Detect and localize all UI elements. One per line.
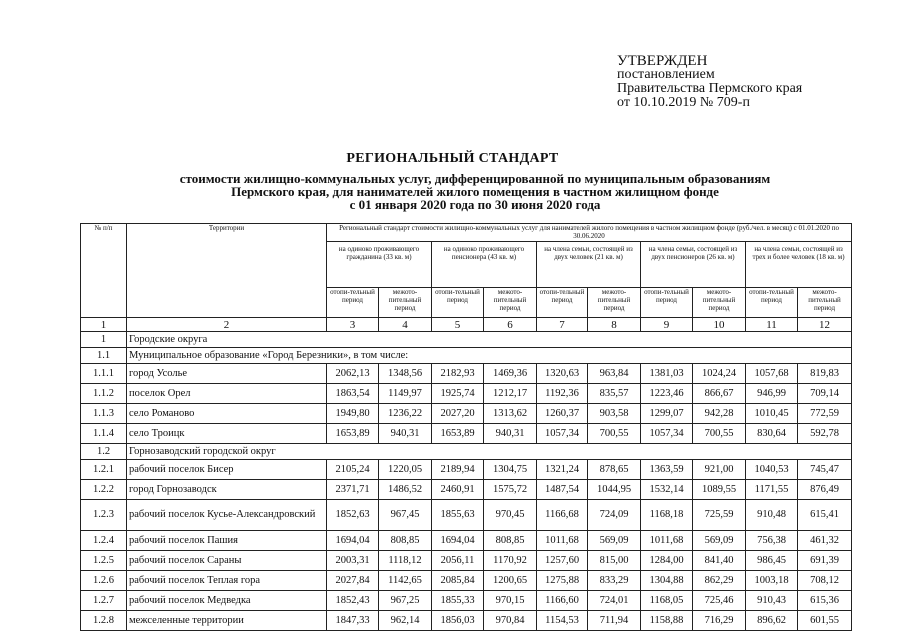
cost-value: 1949,80 <box>327 404 379 424</box>
row-number: 1.2.8 <box>81 611 127 631</box>
territory-name: село Романово <box>127 404 327 424</box>
cost-value: 970,84 <box>484 611 537 631</box>
cost-value: 2105,24 <box>327 460 379 480</box>
row-number: 1.2.6 <box>81 571 127 591</box>
cost-value: 1469,36 <box>484 364 537 384</box>
cost-value: 1168,05 <box>641 591 693 611</box>
cost-value: 878,65 <box>588 460 641 480</box>
header-heating: отопи-тельный период <box>432 288 484 318</box>
cost-value: 862,29 <box>693 571 746 591</box>
table-row <box>81 460 852 480</box>
cost-value: 910,43 <box>746 591 798 611</box>
header-standard: Региональный стандарт стоимости жилищно-коммунальных услуг для нанимателей жилого помещения в частном жилищном фонде (руб./чел. в месяц) с 01.01.2020 по 30.06.2020 <box>327 224 852 242</box>
table-row <box>81 384 852 404</box>
approval-line-2: постановлением <box>617 67 715 82</box>
cost-value: 2085,84 <box>432 571 484 591</box>
table-row <box>81 591 852 611</box>
approval-stamp <box>617 54 802 110</box>
cost-value: 1010,45 <box>746 404 798 424</box>
cost-value: 1284,00 <box>641 551 693 571</box>
table-row <box>81 500 852 531</box>
header-interheating: межото-пительный период <box>588 288 641 318</box>
document-subtitle <box>120 172 830 211</box>
row-number: 1.2 <box>81 444 127 460</box>
cost-value: 2460,91 <box>432 480 484 500</box>
subtitle-line-1: стоимости жилищно-коммунальных услуг, дифференцированной по муниципальным образованиям <box>179 171 771 186</box>
cost-value: 1236,22 <box>379 404 432 424</box>
cost-value: 1299,07 <box>641 404 693 424</box>
cost-value: 2027,20 <box>432 404 484 424</box>
table-row <box>81 480 852 500</box>
cost-value: 1158,88 <box>641 611 693 631</box>
territory-name: межселенные территории <box>127 611 327 631</box>
cost-value: 967,45 <box>379 500 432 531</box>
cost-value: 1166,68 <box>537 500 588 531</box>
column-number: 2 <box>127 318 327 332</box>
cost-value: 1313,62 <box>484 404 537 424</box>
cost-value: 709,14 <box>798 384 852 404</box>
header-interheating: межото-пительный период <box>693 288 746 318</box>
header-group-3: на члена семьи, состоящей из двух человек (21 кв. м) <box>537 242 641 288</box>
territory-name: город Горнозаводск <box>127 480 327 500</box>
cost-value: 1089,55 <box>693 480 746 500</box>
row-number: 1.2.4 <box>81 531 127 551</box>
cost-value: 2189,94 <box>432 460 484 480</box>
column-number: 12 <box>798 318 852 332</box>
header-heating: отопи-тельный период <box>641 288 693 318</box>
column-number: 9 <box>641 318 693 332</box>
table-header <box>81 224 852 332</box>
cost-value: 1855,63 <box>432 500 484 531</box>
header-interheating: межото-пительный период <box>798 288 852 318</box>
territory-name: рабочий поселок Кусье-Александровский <box>127 500 327 531</box>
cost-value: 1487,54 <box>537 480 588 500</box>
cost-value: 1168,18 <box>641 500 693 531</box>
group-row <box>81 348 852 364</box>
header-heating: отопи-тельный период <box>537 288 588 318</box>
cost-value: 724,01 <box>588 591 641 611</box>
header-heating: отопи-тельный период <box>746 288 798 318</box>
subtitle-line-3: с 01 января 2020 года по 30 июня 2020 года <box>349 197 601 212</box>
column-number: 3 <box>327 318 379 332</box>
cost-value: 1321,24 <box>537 460 588 480</box>
cost-value: 910,48 <box>746 500 798 531</box>
approval-line-3: Правительства Пермского края <box>617 81 803 96</box>
cost-value: 1847,33 <box>327 611 379 631</box>
cost-value: 921,00 <box>693 460 746 480</box>
territory-name: город Усолье <box>127 364 327 384</box>
territory-name: рабочий поселок Сараны <box>127 551 327 571</box>
table-row <box>81 611 852 631</box>
cost-value: 1142,65 <box>379 571 432 591</box>
cost-value: 1170,92 <box>484 551 537 571</box>
cost-value: 967,25 <box>379 591 432 611</box>
cost-value: 569,09 <box>588 531 641 551</box>
cost-value: 756,38 <box>746 531 798 551</box>
cost-value: 940,31 <box>379 424 432 444</box>
cost-value: 772,59 <box>798 404 852 424</box>
territory-name: рабочий поселок Пашия <box>127 531 327 551</box>
row-number: 1.2.2 <box>81 480 127 500</box>
cost-value: 963,84 <box>588 364 641 384</box>
header-group-5: на члена семьи, состоящей из трех и более человек (18 кв. м) <box>746 242 852 288</box>
cost-value: 745,47 <box>798 460 852 480</box>
cost-value: 1363,59 <box>641 460 693 480</box>
cost-value: 819,83 <box>798 364 852 384</box>
header-num: № п/п <box>81 224 127 318</box>
row-number: 1.2.1 <box>81 460 127 480</box>
table-row <box>81 571 852 591</box>
cost-value: 1257,60 <box>537 551 588 571</box>
table-row <box>81 424 852 444</box>
cost-value: 962,14 <box>379 611 432 631</box>
table-row <box>81 404 852 424</box>
cost-value: 1348,56 <box>379 364 432 384</box>
cost-value: 1192,36 <box>537 384 588 404</box>
table-body <box>81 332 852 631</box>
column-numbers-row <box>81 318 852 332</box>
cost-value: 724,09 <box>588 500 641 531</box>
cost-value: 1057,34 <box>641 424 693 444</box>
cost-value: 1532,14 <box>641 480 693 500</box>
table-row <box>81 531 852 551</box>
header-interheating: межото-пительный период <box>484 288 537 318</box>
cost-value: 1024,24 <box>693 364 746 384</box>
cost-value: 1275,88 <box>537 571 588 591</box>
cost-value: 1057,34 <box>537 424 588 444</box>
cost-value: 1855,33 <box>432 591 484 611</box>
cost-value: 1304,75 <box>484 460 537 480</box>
cost-value: 1486,52 <box>379 480 432 500</box>
cost-value: 716,29 <box>693 611 746 631</box>
cost-value: 903,58 <box>588 404 641 424</box>
cost-value: 1925,74 <box>432 384 484 404</box>
cost-value: 1220,05 <box>379 460 432 480</box>
cost-value: 601,55 <box>798 611 852 631</box>
cost-value: 1149,97 <box>379 384 432 404</box>
cost-value: 1694,04 <box>432 531 484 551</box>
cost-value: 835,57 <box>588 384 641 404</box>
cost-value: 1011,68 <box>537 531 588 551</box>
header-group-1: на одиноко проживающего гражданина (33 кв. м) <box>327 242 432 288</box>
cost-value: 711,94 <box>588 611 641 631</box>
cost-value: 700,55 <box>588 424 641 444</box>
cost-value: 569,09 <box>693 531 746 551</box>
header-heating: отопи-тельный период <box>327 288 379 318</box>
cost-value: 1057,68 <box>746 364 798 384</box>
cost-value: 1166,60 <box>537 591 588 611</box>
cost-value: 896,62 <box>746 611 798 631</box>
cost-value: 946,99 <box>746 384 798 404</box>
table-row <box>81 364 852 384</box>
cost-value: 1320,63 <box>537 364 588 384</box>
cost-value: 1653,89 <box>327 424 379 444</box>
cost-value: 1863,54 <box>327 384 379 404</box>
cost-value: 1381,03 <box>641 364 693 384</box>
territory-name: село Троицк <box>127 424 327 444</box>
cost-value: 1011,68 <box>641 531 693 551</box>
cost-value: 833,29 <box>588 571 641 591</box>
column-number: 8 <box>588 318 641 332</box>
cost-value: 1171,55 <box>746 480 798 500</box>
cost-value: 691,39 <box>798 551 852 571</box>
cost-value: 2003,31 <box>327 551 379 571</box>
cost-value: 940,31 <box>484 424 537 444</box>
cost-value: 1260,37 <box>537 404 588 424</box>
header-group-4: на члена семьи, состоящей из двух пенсионеров (26 кв. м) <box>641 242 746 288</box>
cost-value: 1856,03 <box>432 611 484 631</box>
cost-value: 2027,84 <box>327 571 379 591</box>
header-interheating: межото-пительный период <box>379 288 432 318</box>
cost-value: 970,45 <box>484 500 537 531</box>
cost-value: 700,55 <box>693 424 746 444</box>
cost-value: 2062,13 <box>327 364 379 384</box>
cost-value: 1118,12 <box>379 551 432 571</box>
cost-value: 808,85 <box>379 531 432 551</box>
column-number: 6 <box>484 318 537 332</box>
header-group-2: на одиноко проживающего пенсионера (43 кв. м) <box>432 242 537 288</box>
cost-value: 2182,93 <box>432 364 484 384</box>
approval-line-1: УТВЕРЖДЕН <box>617 53 708 69</box>
cost-value: 1003,18 <box>746 571 798 591</box>
territory-name: Муниципальное образование «Город Березники», в том числе: <box>127 348 852 364</box>
cost-value: 986,45 <box>746 551 798 571</box>
row-number: 1.2.5 <box>81 551 127 571</box>
cost-value: 615,41 <box>798 500 852 531</box>
cost-value: 1154,53 <box>537 611 588 631</box>
standard-table <box>80 223 852 631</box>
column-number: 5 <box>432 318 484 332</box>
column-number: 1 <box>81 318 127 332</box>
cost-value: 461,32 <box>798 531 852 551</box>
territory-name: Городские округа <box>127 332 852 348</box>
column-number: 7 <box>537 318 588 332</box>
territory-name: поселок Орел <box>127 384 327 404</box>
row-number: 1 <box>81 332 127 348</box>
column-number: 10 <box>693 318 746 332</box>
cost-value: 1304,88 <box>641 571 693 591</box>
cost-value: 1694,04 <box>327 531 379 551</box>
cost-value: 1200,65 <box>484 571 537 591</box>
cost-value: 841,40 <box>693 551 746 571</box>
cost-value: 708,12 <box>798 571 852 591</box>
group-row <box>81 444 852 460</box>
table-row <box>81 551 852 571</box>
document-title: РЕГИОНАЛЬНЫЙ СТАНДАРТ <box>346 151 559 166</box>
cost-value: 615,36 <box>798 591 852 611</box>
cost-value: 725,46 <box>693 591 746 611</box>
territory-name: рабочий поселок Теплая гора <box>127 571 327 591</box>
group-row <box>81 332 852 348</box>
cost-value: 1212,17 <box>484 384 537 404</box>
header-territory: Территории <box>127 224 327 318</box>
cost-value: 942,28 <box>693 404 746 424</box>
cost-value: 1040,53 <box>746 460 798 480</box>
cost-value: 1223,46 <box>641 384 693 404</box>
cost-value: 1852,63 <box>327 500 379 531</box>
cost-value: 876,49 <box>798 480 852 500</box>
row-number: 1.1.3 <box>81 404 127 424</box>
cost-value: 2371,71 <box>327 480 379 500</box>
column-number: 4 <box>379 318 432 332</box>
cost-value: 970,15 <box>484 591 537 611</box>
territory-name: Горнозаводский городской округ <box>127 444 852 460</box>
approval-line-4: от 10.10.2019 № 709-п <box>617 95 750 110</box>
row-number: 1.1.4 <box>81 424 127 444</box>
row-number: 1.1.1 <box>81 364 127 384</box>
territory-name: рабочий поселок Медведка <box>127 591 327 611</box>
cost-value: 1044,95 <box>588 480 641 500</box>
subtitle-line-2: Пермского края, для нанимателей жилого помещения в частном жилищном фонде <box>231 184 719 199</box>
cost-value: 1575,72 <box>484 480 537 500</box>
row-number: 1.1.2 <box>81 384 127 404</box>
cost-value: 815,00 <box>588 551 641 571</box>
column-number: 11 <box>746 318 798 332</box>
cost-value: 830,64 <box>746 424 798 444</box>
row-number: 1.2.3 <box>81 500 127 531</box>
cost-value: 592,78 <box>798 424 852 444</box>
row-number: 1.1 <box>81 348 127 364</box>
cost-value: 808,85 <box>484 531 537 551</box>
cost-value: 1852,43 <box>327 591 379 611</box>
cost-value: 725,59 <box>693 500 746 531</box>
cost-value: 866,67 <box>693 384 746 404</box>
cost-value: 2056,11 <box>432 551 484 571</box>
cost-value: 1653,89 <box>432 424 484 444</box>
territory-name: рабочий поселок Бисер <box>127 460 327 480</box>
row-number: 1.2.7 <box>81 591 127 611</box>
